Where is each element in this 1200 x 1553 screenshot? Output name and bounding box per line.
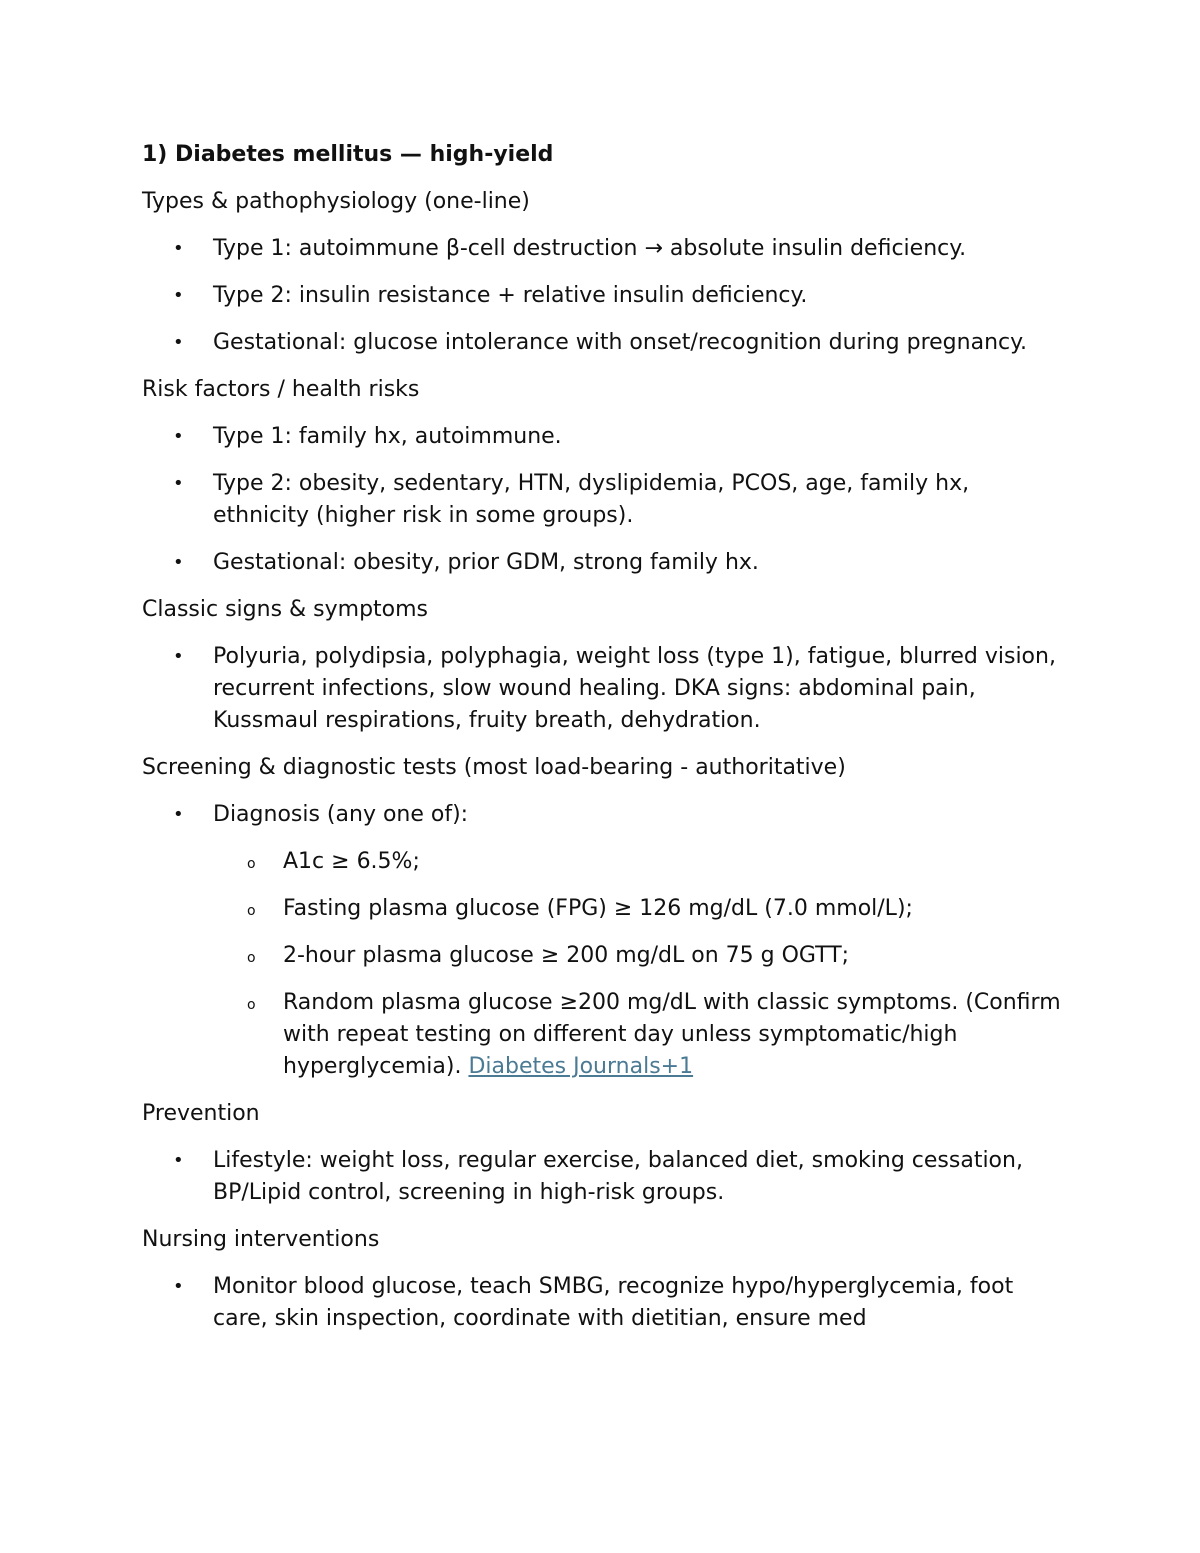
list-item: • Monitor blood glucose, teach SMBG, recognize hypo/hyperglycemia, foot care, skin inspection, coordinate with dietitian, ensure med xyxy=(142,1271,1062,1335)
list-item: • Type 2: obesity, sedentary, HTN, dyslipidemia, PCOS, age, family hx, ethnicity (higher risk in some groups). xyxy=(142,468,1062,532)
document-page xyxy=(142,139,1062,1350)
bullet-icon: • xyxy=(173,473,184,494)
list-item: • Diagnosis (any one of): o A1c ≥ 6.5%; o Fasting plasma glucose (FPG) ≥ 126 mg/dL (7.0 mmol/L); o 2-hour plasma glucose ≥ 200 mg/dL on 75 g OGTT; o Random plasma glucose ≥200 mg/dL with classic symptoms. (Confirm with repeat testing on different day unless symptomatic/high hyperglycemia). Diabetes Journals+1 xyxy=(142,799,1062,1083)
bullet-icon: • xyxy=(173,238,184,259)
list-item: • Gestational: glucose intolerance with onset/recognition during pregnancy. xyxy=(142,327,1062,359)
section-heading-signs-symptoms: Classic signs & symptoms xyxy=(142,597,429,622)
list-types xyxy=(142,233,1062,359)
section-heading-prevention: Prevention xyxy=(142,1101,260,1126)
bullet-icon: • xyxy=(173,646,184,667)
sub-list-item: o Random plasma glucose ≥200 mg/dL with classic symptoms. (Confirm with repeat testing on different day unless symptomatic/high hyperglycemia). Diabetes Journals+1 xyxy=(247,990,1061,1079)
sub-bullet-icon: o xyxy=(247,856,256,872)
bullet-icon: • xyxy=(173,285,184,306)
sublist-diagnosis-criteria xyxy=(213,846,1062,1083)
list-item: • Type 2: insulin resistance + relative insulin deficiency. xyxy=(142,280,1062,312)
bullet-icon: • xyxy=(173,552,184,573)
sub-list-item: o Fasting plasma glucose (FPG) ≥ 126 mg/dL (7.0 mmol/L); xyxy=(213,893,1062,925)
list-prevention xyxy=(142,1145,1062,1209)
list-nursing-interventions xyxy=(142,1271,1062,1335)
diabetes-journals-link[interactable]: Diabetes Journals+1 xyxy=(468,1054,694,1079)
sub-bullet-icon: o xyxy=(247,950,256,966)
section-heading-risk-factors: Risk factors / health risks xyxy=(142,377,420,402)
sub-list-item: o 2-hour plasma glucose ≥ 200 mg/dL on 75 g OGTT; xyxy=(213,940,1062,972)
list-signs-symptoms xyxy=(142,641,1062,737)
sub-list-item: o A1c ≥ 6.5%; xyxy=(213,846,1062,878)
bullet-icon: • xyxy=(173,1276,184,1297)
list-item: • Type 1: autoimmune β-cell destruction → absolute insulin deficiency. xyxy=(142,233,1062,265)
section-heading-types: Types & pathophysiology (one-line) xyxy=(142,189,530,214)
bullet-icon: • xyxy=(173,1150,184,1171)
sub-bullet-icon: o xyxy=(247,997,256,1013)
list-item: • Type 1: family hx, autoimmune. xyxy=(142,421,1062,453)
list-item: • Lifestyle: weight loss, regular exercise, balanced diet, smoking cessation, BP/Lipid control, screening in high-risk groups. xyxy=(142,1145,1062,1209)
list-item: • Gestational: obesity, prior GDM, strong family hx. xyxy=(142,547,1062,579)
sub-bullet-icon: o xyxy=(247,903,256,919)
section-heading-nursing-interventions: Nursing interventions xyxy=(142,1227,380,1252)
list-risk-factors xyxy=(142,421,1062,579)
section-heading-screening: Screening & diagnostic tests (most load-bearing - authoritative) xyxy=(142,755,846,780)
bullet-icon: • xyxy=(173,332,184,353)
bullet-icon: • xyxy=(173,804,184,825)
list-item: • Polyuria, polydipsia, polyphagia, weight loss (type 1), fatigue, blurred vision, recurrent infections, slow wound healing. DKA signs: abdominal pain, Kussmaul respirations, fruity breath, dehydration. xyxy=(142,641,1062,737)
page-title: 1) Diabetes mellitus — high-yield xyxy=(142,142,554,167)
list-screening xyxy=(142,799,1062,1083)
bullet-icon: • xyxy=(173,426,184,447)
